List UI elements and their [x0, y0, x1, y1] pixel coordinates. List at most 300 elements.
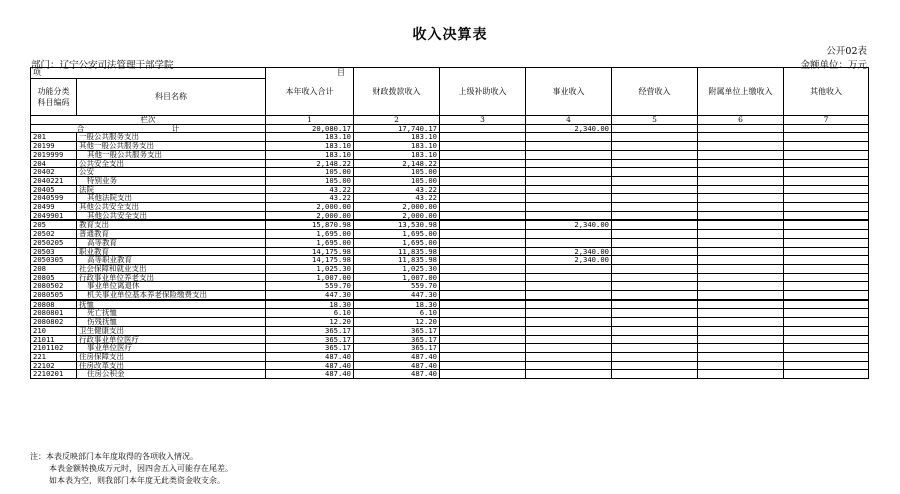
row-value — [612, 318, 698, 327]
row-name: 一般公共服务支出 — [77, 133, 266, 142]
row-value: 2,000.00 — [354, 211, 440, 220]
col-business-header: 事业收入 — [526, 68, 612, 116]
row-value: 14,175.98 — [266, 247, 354, 256]
row-value — [612, 142, 698, 151]
row-value: 2,340.00 — [526, 256, 612, 265]
table-row — [31, 256, 869, 265]
row-value — [440, 370, 526, 379]
footnote: 如本表为空，则我部门本年度无此类资金收支余。 — [49, 476, 225, 485]
row-value — [612, 352, 698, 361]
row-value — [698, 230, 784, 239]
row-value — [698, 352, 784, 361]
row-value — [612, 273, 698, 282]
row-value — [784, 273, 869, 282]
row-name: 其他一般公共服务支出 — [77, 150, 266, 159]
row-code: 2040221 — [31, 176, 77, 185]
table-row — [31, 194, 869, 203]
row-value: 1,695.00 — [266, 238, 354, 247]
row-value — [440, 264, 526, 273]
row-code: 204 — [31, 159, 77, 168]
total-value — [612, 124, 698, 133]
row-code: 2050205 — [31, 238, 77, 247]
row-value — [612, 370, 698, 379]
table-row — [31, 168, 869, 177]
row-name: 高等教育 — [77, 238, 266, 247]
row-value — [698, 300, 784, 309]
row-value — [612, 300, 698, 309]
row-value: 365.17 — [354, 326, 440, 335]
row-value: 487.40 — [354, 352, 440, 361]
row-value — [526, 230, 612, 239]
row-value — [612, 150, 698, 159]
row-value: 365.17 — [266, 335, 354, 344]
footnotes — [30, 451, 233, 487]
row-value — [612, 203, 698, 212]
row-value — [440, 133, 526, 142]
row-value — [440, 273, 526, 282]
row-value: 105.00 — [266, 176, 354, 185]
row-value — [698, 282, 784, 291]
row-value: 559.70 — [266, 282, 354, 291]
row-value — [440, 176, 526, 185]
row-value: 2,340.00 — [526, 220, 612, 229]
row-value — [698, 247, 784, 256]
row-value: 12.20 — [354, 318, 440, 327]
row-value — [784, 247, 869, 256]
code-header: 功能分类 科目编码 — [31, 79, 77, 116]
row-value — [526, 211, 612, 220]
row-name: 公共安全支出 — [77, 159, 266, 168]
row-value — [526, 168, 612, 177]
row-value — [612, 133, 698, 142]
row-name: 公安 — [77, 168, 266, 177]
table-row — [31, 159, 869, 168]
row-value: 43.22 — [354, 194, 440, 203]
row-name: 伤残抚恤 — [77, 318, 266, 327]
row-value — [784, 194, 869, 203]
col-operating-header: 经营收入 — [612, 68, 698, 116]
row-code: 20808 — [31, 300, 77, 309]
row-value: 105.00 — [266, 168, 354, 177]
row-code: 2019999 — [31, 150, 77, 159]
row-name: 职业教育 — [77, 247, 266, 256]
total-value: 17,740.17 — [354, 124, 440, 133]
table-row — [31, 220, 869, 229]
row-code: 2101102 — [31, 344, 77, 353]
col-affiliated-header: 附属单位上缴收入 — [698, 68, 784, 116]
table-row — [31, 150, 869, 159]
row-value: 13,530.98 — [354, 220, 440, 229]
row-value: 43.22 — [354, 185, 440, 194]
total-value: 20,080.17 — [266, 124, 354, 133]
col-fiscal-header: 财政拨款收入 — [354, 68, 440, 116]
report-title: 收入决算表 — [412, 27, 488, 43]
row-value — [612, 238, 698, 247]
row-value — [698, 150, 784, 159]
row-value — [784, 309, 869, 318]
table-row — [31, 230, 869, 239]
row-value — [526, 318, 612, 327]
row-name: 住房公积金 — [77, 370, 266, 379]
row-code: 2080802 — [31, 318, 77, 327]
row-value — [440, 352, 526, 361]
row-value — [698, 273, 784, 282]
row-value — [784, 230, 869, 239]
row-value: 18.30 — [266, 300, 354, 309]
row-value: 1,007.00 — [266, 273, 354, 282]
row-value — [612, 264, 698, 273]
row-value — [612, 185, 698, 194]
row-value — [440, 344, 526, 353]
row-code: 22102 — [31, 361, 77, 370]
row-value: 365.17 — [354, 344, 440, 353]
row-value: 183.10 — [354, 133, 440, 142]
row-value — [526, 176, 612, 185]
row-name: 其他公共安全支出 — [77, 211, 266, 220]
row-value — [440, 282, 526, 291]
row-value: 1,007.00 — [354, 273, 440, 282]
table-row — [31, 344, 869, 353]
row-value: 15,870.98 — [266, 220, 354, 229]
row-name: 行政事业单位医疗 — [77, 335, 266, 344]
row-value — [526, 282, 612, 291]
form-code: 公开02表 — [826, 46, 867, 57]
table-row — [31, 326, 869, 335]
row-value: 1,025.30 — [354, 264, 440, 273]
row-value — [698, 361, 784, 370]
row-value — [698, 344, 784, 353]
row-value — [612, 176, 698, 185]
row-value — [698, 203, 784, 212]
row-value — [698, 264, 784, 273]
row-code: 2050305 — [31, 256, 77, 265]
table-row — [31, 273, 869, 282]
row-value — [440, 335, 526, 344]
row-code: 20199 — [31, 142, 77, 151]
row-value: 105.00 — [354, 176, 440, 185]
row-value — [440, 326, 526, 335]
index-cell: 4 — [526, 116, 612, 125]
index-cell: 5 — [612, 116, 698, 125]
row-name: 其他一般公共服务支出 — [77, 142, 266, 151]
row-value — [698, 326, 784, 335]
row-code: 20805 — [31, 273, 77, 282]
department-label: 部门：辽宁公安司法管理干部学院 — [31, 60, 174, 71]
table-row — [31, 361, 869, 370]
table-row — [31, 211, 869, 220]
row-name: 事业单位离退休 — [77, 282, 266, 291]
index-cell: 7 — [784, 116, 869, 125]
row-value — [612, 159, 698, 168]
row-value: 43.22 — [266, 185, 354, 194]
table-row — [31, 318, 869, 327]
row-name: 特别业务 — [77, 176, 266, 185]
income-table — [30, 67, 869, 379]
row-value — [440, 142, 526, 151]
row-value — [698, 256, 784, 265]
row-value: 365.17 — [266, 326, 354, 335]
row-value — [440, 300, 526, 309]
row-code: 210 — [31, 326, 77, 335]
row-value — [698, 159, 784, 168]
row-value — [612, 309, 698, 318]
row-value: 487.40 — [354, 370, 440, 379]
row-code: 2080502 — [31, 282, 77, 291]
table-row — [31, 185, 869, 194]
row-name: 事业单位医疗 — [77, 344, 266, 353]
row-value — [698, 142, 784, 151]
row-value: 11,835.98 — [354, 256, 440, 265]
row-name: 其他公共安全支出 — [77, 203, 266, 212]
row-value: 1,695.00 — [354, 230, 440, 239]
row-value: 1,695.00 — [266, 230, 354, 239]
table-row — [31, 142, 869, 151]
row-code: 208 — [31, 264, 77, 273]
row-name: 普通教育 — [77, 230, 266, 239]
row-value — [698, 133, 784, 142]
row-value — [784, 318, 869, 327]
row-value — [526, 159, 612, 168]
row-value — [526, 309, 612, 318]
row-value — [698, 318, 784, 327]
row-value — [698, 335, 784, 344]
row-value — [440, 291, 526, 300]
row-name: 高等职业教育 — [77, 256, 266, 265]
row-value: 447.30 — [354, 291, 440, 300]
total-value — [440, 124, 526, 133]
row-value — [612, 361, 698, 370]
row-value — [784, 300, 869, 309]
row-value — [698, 185, 784, 194]
row-value: 183.10 — [354, 150, 440, 159]
row-value — [526, 264, 612, 273]
row-name: 法院 — [77, 185, 266, 194]
total-label: 合 计 — [31, 124, 266, 133]
row-code: 21011 — [31, 335, 77, 344]
row-value: 12.20 — [266, 318, 354, 327]
row-value — [784, 168, 869, 177]
col-other-header: 其他收入 — [784, 68, 869, 116]
row-value — [612, 230, 698, 239]
table-row — [31, 352, 869, 361]
row-value — [440, 361, 526, 370]
row-value: 559.70 — [354, 282, 440, 291]
row-value: 2,000.00 — [266, 203, 354, 212]
row-value — [440, 194, 526, 203]
row-value — [526, 194, 612, 203]
row-value: 43.22 — [266, 194, 354, 203]
row-value — [698, 194, 784, 203]
row-value — [612, 247, 698, 256]
row-value — [526, 344, 612, 353]
row-value — [612, 168, 698, 177]
row-value — [784, 361, 869, 370]
table-row — [31, 264, 869, 273]
row-value — [784, 256, 869, 265]
row-value — [526, 238, 612, 247]
row-name: 死亡抚恤 — [77, 309, 266, 318]
row-value: 11,835.98 — [354, 247, 440, 256]
row-code: 201 — [31, 133, 77, 142]
row-value — [440, 220, 526, 229]
row-code: 2080505 — [31, 291, 77, 300]
row-value — [784, 176, 869, 185]
row-value: 487.40 — [266, 370, 354, 379]
row-value: 183.10 — [354, 142, 440, 151]
row-value: 365.17 — [266, 344, 354, 353]
row-value — [698, 291, 784, 300]
row-value — [784, 185, 869, 194]
row-value: 2,000.00 — [266, 211, 354, 220]
row-name: 行政事业单位养老支出 — [77, 273, 266, 282]
index-cell: 3 — [440, 116, 526, 125]
row-value — [784, 159, 869, 168]
row-name: 机关事业单位基本养老保险缴费支出 — [77, 291, 266, 300]
row-value — [784, 352, 869, 361]
row-name: 教育支出 — [77, 220, 266, 229]
row-value — [526, 370, 612, 379]
row-value — [784, 326, 869, 335]
table-row — [31, 300, 869, 309]
unit-label: 金额单位：万元 — [800, 60, 867, 71]
table-row — [31, 247, 869, 256]
row-value — [784, 344, 869, 353]
row-value — [526, 150, 612, 159]
row-value — [440, 150, 526, 159]
row-value — [784, 370, 869, 379]
row-value — [526, 352, 612, 361]
row-value — [526, 142, 612, 151]
row-value — [440, 309, 526, 318]
row-value — [784, 264, 869, 273]
row-value: 487.40 — [266, 361, 354, 370]
table-row — [31, 176, 869, 185]
row-value — [526, 273, 612, 282]
item-group-header: 项 目 — [31, 68, 266, 79]
row-value: 2,340.00 — [526, 247, 612, 256]
row-value — [698, 370, 784, 379]
row-value — [440, 168, 526, 177]
table-row — [31, 238, 869, 247]
table-row — [31, 335, 869, 344]
row-value — [440, 238, 526, 247]
col-total-header: 本年收入合计 — [266, 68, 354, 116]
row-value — [612, 194, 698, 203]
row-value — [612, 335, 698, 344]
table-row — [31, 370, 869, 379]
row-value — [440, 185, 526, 194]
row-name: 卫生健康支出 — [77, 326, 266, 335]
row-value — [784, 133, 869, 142]
row-value — [440, 159, 526, 168]
row-value: 105.00 — [354, 168, 440, 177]
row-code: 20499 — [31, 203, 77, 212]
row-value — [440, 203, 526, 212]
row-value — [526, 133, 612, 142]
row-value — [784, 203, 869, 212]
row-value — [440, 211, 526, 220]
row-code: 20503 — [31, 247, 77, 256]
row-code: 2210201 — [31, 370, 77, 379]
index-row — [31, 116, 869, 125]
footnote: 注：本表反映部门本年度取得的各项收入情况。 — [30, 452, 198, 461]
row-value: 2,148.22 — [354, 159, 440, 168]
row-name: 住房改革支出 — [77, 361, 266, 370]
row-name: 其他法院支出 — [77, 194, 266, 203]
index-label: 栏次 — [31, 116, 266, 125]
row-value: 18.30 — [354, 300, 440, 309]
col-upper-header: 上级补助收入 — [440, 68, 526, 116]
row-value — [784, 220, 869, 229]
row-name: 抚恤 — [77, 300, 266, 309]
row-name: 社会保障和就业支出 — [77, 264, 266, 273]
row-value — [784, 335, 869, 344]
row-code: 2080801 — [31, 309, 77, 318]
row-value — [784, 150, 869, 159]
row-value — [698, 176, 784, 185]
row-value — [612, 211, 698, 220]
row-value — [612, 256, 698, 265]
row-code: 2040599 — [31, 194, 77, 203]
row-value: 1,695.00 — [354, 238, 440, 247]
row-value — [698, 211, 784, 220]
row-value — [784, 211, 869, 220]
row-value: 183.10 — [266, 133, 354, 142]
name-header: 科目名称 — [77, 79, 266, 116]
index-cell: 2 — [354, 116, 440, 125]
footnote: 本表金额转换成万元时，因四舍五入可能存在尾差。 — [49, 464, 233, 473]
row-code: 20402 — [31, 168, 77, 177]
index-cell: 1 — [266, 116, 354, 125]
row-value — [612, 291, 698, 300]
row-value: 1,025.30 — [266, 264, 354, 273]
row-code: 20502 — [31, 230, 77, 239]
row-value — [526, 300, 612, 309]
row-value: 6.10 — [354, 309, 440, 318]
row-value — [698, 220, 784, 229]
row-value — [784, 291, 869, 300]
total-value: 2,340.00 — [526, 124, 612, 133]
row-value — [526, 335, 612, 344]
row-value — [440, 230, 526, 239]
total-value — [784, 124, 869, 133]
row-value — [698, 309, 784, 318]
row-value — [526, 361, 612, 370]
row-value: 365.17 — [354, 335, 440, 344]
row-value — [440, 256, 526, 265]
row-value: 2,148.22 — [266, 159, 354, 168]
row-value: 447.30 — [266, 291, 354, 300]
row-value — [612, 344, 698, 353]
table-row — [31, 291, 869, 300]
row-value — [784, 142, 869, 151]
row-value: 487.40 — [354, 361, 440, 370]
row-value — [698, 168, 784, 177]
row-code: 20405 — [31, 185, 77, 194]
table-row — [31, 133, 869, 142]
row-value — [526, 291, 612, 300]
row-value: 6.10 — [266, 309, 354, 318]
row-value — [526, 185, 612, 194]
row-value — [612, 220, 698, 229]
row-value — [526, 203, 612, 212]
row-value — [784, 238, 869, 247]
table-row — [31, 309, 869, 318]
row-value — [612, 282, 698, 291]
row-value — [526, 326, 612, 335]
row-value — [440, 318, 526, 327]
row-value — [698, 238, 784, 247]
